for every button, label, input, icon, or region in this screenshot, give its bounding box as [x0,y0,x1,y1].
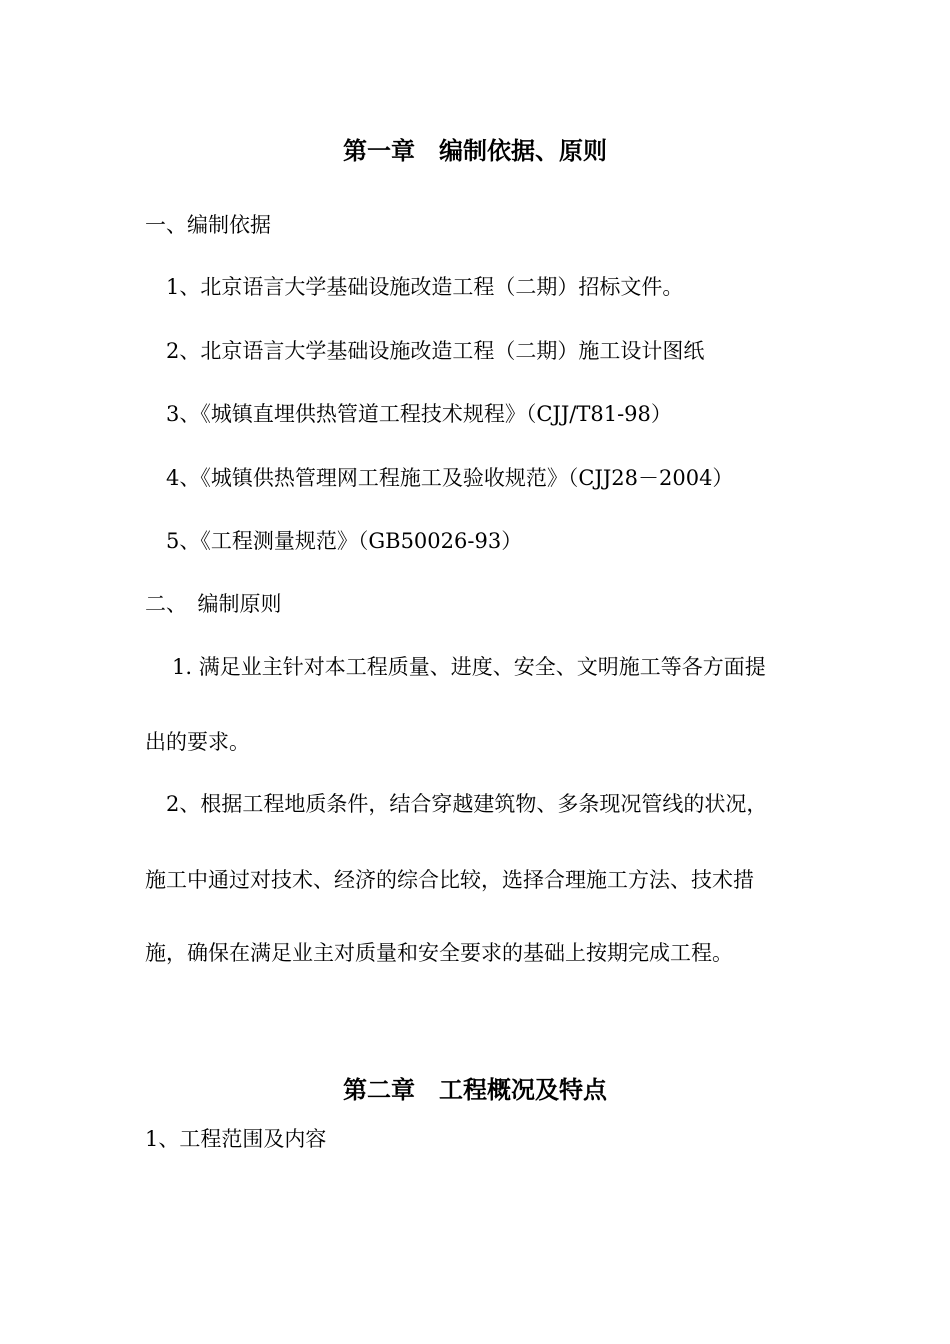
paragraph-line: 出的要求。 [145,730,250,754]
chapter2-title: 第二章 工程概况及特点 [343,1075,607,1104]
list-item: 1、北京语言大学基础设施改造工程（二期）招标文件。 [166,275,684,299]
list-item: 1、工程范围及内容 [145,1127,327,1151]
list-item: 5、《工程测量规范》（GB50026-93） [166,529,523,553]
chapter1-title: 第一章 编制依据、原则 [343,136,607,165]
paragraph-line: 2、根据工程地质条件，结合穿越建筑物、多条现况管线的状况， [166,792,768,816]
list-item: 2、北京语言大学基础设施改造工程（二期）施工设计图纸 [166,339,705,363]
paragraph-line: 施工中通过对技术、经济的综合比较，选择合理施工方法、技术措 [145,868,754,892]
list-item: 4、《城镇供热管理网工程施工及验收规范》（CJJ28－2004） [166,466,734,490]
section-heading-principles: 二、 编制原则 [145,592,282,616]
list-item: 3、《城镇直埋供热管道工程技术规程》（CJJ/T81-98） [166,402,672,426]
paragraph-line: 1. 满足业主针对本工程质量、进度、安全、文明施工等各方面提 [172,655,766,679]
section-heading-basis: 一、编制依据 [145,213,271,237]
paragraph-line: 施，确保在满足业主对质量和安全要求的基础上按期完成工程。 [145,941,733,965]
